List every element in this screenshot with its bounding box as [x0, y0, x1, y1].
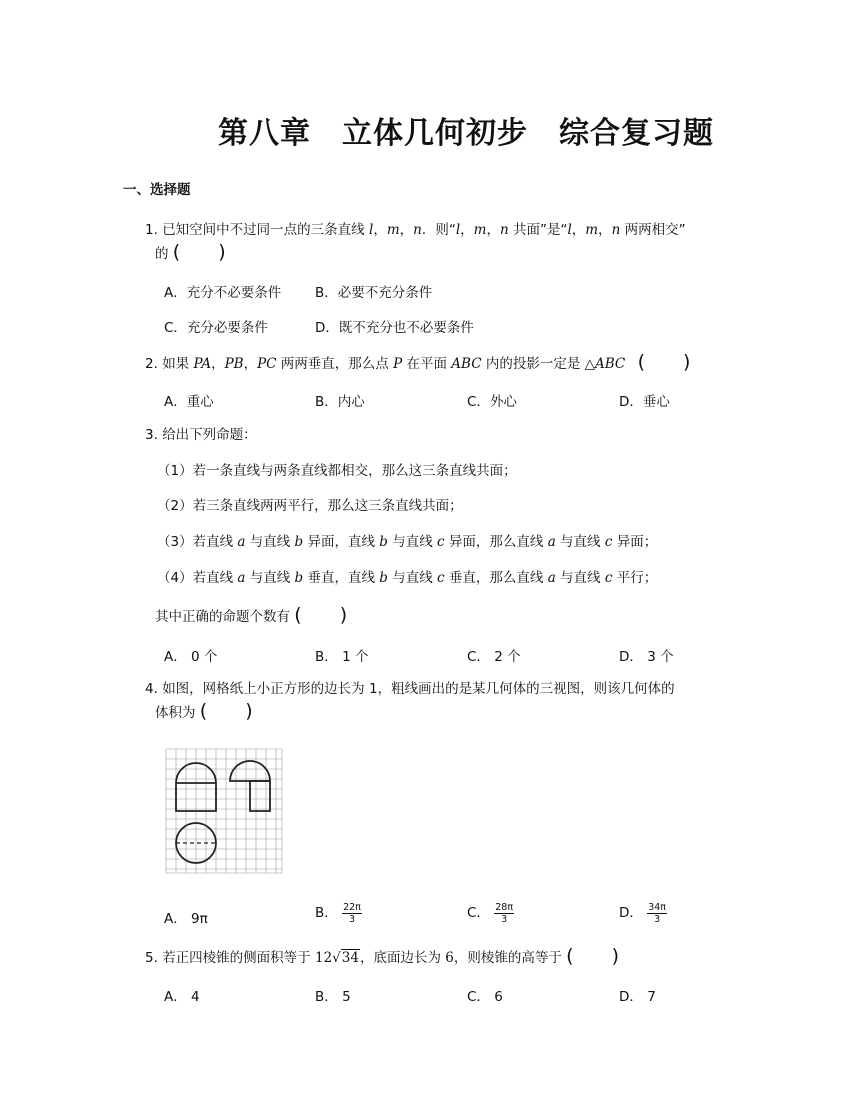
- option-c[interactable]: C．外心: [467, 394, 517, 410]
- option-a[interactable]: A． 4: [164, 989, 200, 1005]
- comma: ，: [486, 222, 500, 238]
- question-text: ，底面边长为: [359, 950, 441, 966]
- option-c[interactable]: C． $\frac{28\pi}{3}$: [467, 901, 514, 925]
- fraction: $\frac{22\pi}{3}$: [343, 901, 361, 925]
- question-text: ．则“: [421, 222, 456, 238]
- fraction: $\frac{28\pi}{3}$: [495, 901, 514, 925]
- math-var: n: [611, 222, 621, 238]
- math-var: l: [368, 222, 374, 238]
- question-1-line-2: [155, 240, 226, 266]
- answer-blank[interactable]: ( ): [172, 241, 226, 263]
- math-var: ABC: [595, 356, 626, 372]
- statement-1: （1）若一条直线与两条直线都相交，那么这三条直线共面；: [157, 463, 517, 479]
- math-var: l: [455, 222, 461, 238]
- answer-blank[interactable]: ( ): [294, 604, 348, 626]
- question-3-stem: [145, 423, 257, 447]
- page-title: 第八章 立体几何初步 综合复习题: [218, 116, 714, 151]
- question-3-ask: [155, 603, 347, 629]
- math-number: 6: [445, 950, 454, 966]
- section-heading: 一、选择题: [123, 182, 191, 198]
- math-number: 12: [314, 950, 333, 966]
- option-a[interactable]: A．重心: [164, 394, 214, 410]
- answer-blank[interactable]: ( ): [199, 700, 253, 722]
- math-var: P: [393, 356, 403, 372]
- option-b[interactable]: B．内心: [315, 394, 365, 410]
- option-b[interactable]: B．必要不充分条件: [315, 285, 433, 301]
- comma: ，: [373, 222, 387, 238]
- math-var: n: [499, 222, 509, 238]
- comma: ，: [211, 356, 225, 372]
- option-d[interactable]: D．既不充分也不必要条件: [315, 320, 474, 336]
- option-d[interactable]: D． $\frac{34\pi}{3}$: [619, 901, 667, 925]
- question-text: 共面”是“: [508, 222, 568, 238]
- math-var: ABC: [451, 356, 482, 372]
- fraction: $\frac{34\pi}{3}$: [648, 901, 667, 925]
- comma: ，: [460, 222, 474, 238]
- option-a[interactable]: A． 9π: [164, 911, 208, 927]
- question-number: 3.: [145, 427, 158, 443]
- math-var: n: [413, 222, 422, 238]
- question-text: 其中正确的命题个数有: [155, 609, 290, 625]
- math-var: PB: [224, 356, 244, 372]
- statement-3: （3）若直线 a 与直线 b 异面，直线 b 与直线 c 异面，那么直线 a 与直线 c 异面；: [157, 534, 658, 550]
- question-2-line-1: [145, 350, 690, 376]
- math-var: PC: [257, 356, 277, 372]
- side-view-base: [250, 781, 270, 811]
- option-a[interactable]: A．充分不必要条件: [164, 285, 282, 301]
- question-text: 内的投影一定是 △: [481, 356, 596, 372]
- question-text: 体积为: [155, 705, 196, 721]
- option-d[interactable]: D． 3 个: [619, 649, 674, 665]
- question-text: 两两相交”: [620, 222, 686, 238]
- math-var: m: [473, 222, 487, 238]
- question-text: 如图，网格纸上小正方形的边长为 1，粗线画出的是某几何体的三视图，则该几何体的: [162, 681, 675, 697]
- question-text: 的: [155, 246, 169, 262]
- question-text: 在平面: [402, 356, 447, 372]
- option-b[interactable]: B． 1 个: [315, 649, 369, 665]
- sqrt-symbol: √: [332, 950, 341, 966]
- statement-2: （2）若三条直线两两平行，那么这三条直线共面；: [157, 498, 463, 514]
- question-5-line-1: [145, 944, 619, 970]
- comma: ，: [598, 222, 612, 238]
- question-number: 1.: [145, 222, 158, 238]
- option-c[interactable]: C． 6: [467, 989, 503, 1005]
- comma: ，: [399, 222, 414, 238]
- question-text: 若正四棱锥的侧面积等于: [162, 950, 311, 966]
- option-c[interactable]: C． 2 个: [467, 649, 521, 665]
- question-number: 4.: [145, 681, 158, 697]
- option-d[interactable]: D．垂心: [619, 394, 670, 410]
- math-var: l: [567, 222, 572, 238]
- question-4-line-1: [145, 677, 675, 701]
- three-view-figure: [162, 745, 286, 877]
- question-number: 5.: [145, 950, 158, 966]
- comma: ，: [243, 356, 258, 372]
- question-4-line-2: [155, 699, 253, 725]
- math-var: m: [585, 222, 599, 238]
- option-c[interactable]: C．充分必要条件: [164, 320, 268, 336]
- question-1-line-1: [145, 218, 686, 242]
- option-d[interactable]: D． 7: [619, 989, 656, 1005]
- answer-blank[interactable]: ( ): [637, 351, 691, 373]
- comma: ，: [571, 222, 586, 238]
- option-a[interactable]: A． 0 个: [164, 649, 218, 665]
- question-text: 已知空间中不过同一点的三条直线: [162, 222, 365, 238]
- radicand: 34: [341, 950, 359, 966]
- option-b[interactable]: B． $\frac{22\pi}{3}$: [315, 901, 361, 925]
- question-text: 给出下列命题：: [162, 427, 257, 443]
- math-var: m: [386, 222, 400, 238]
- question-text: 如果: [162, 356, 190, 372]
- math-var: PA: [193, 356, 212, 372]
- statement-4: （4）若直线 a 与直线 b 垂直，直线 b 与直线 c 垂直，那么直线 a 与直线 c 平行；: [157, 570, 658, 586]
- question-text: ，则棱锥的高等于: [453, 950, 562, 966]
- option-b[interactable]: B． 5: [315, 989, 351, 1005]
- question-text: 两两垂直，那么点: [276, 356, 389, 372]
- answer-blank[interactable]: ( ): [566, 945, 619, 967]
- question-number: 2.: [145, 356, 158, 372]
